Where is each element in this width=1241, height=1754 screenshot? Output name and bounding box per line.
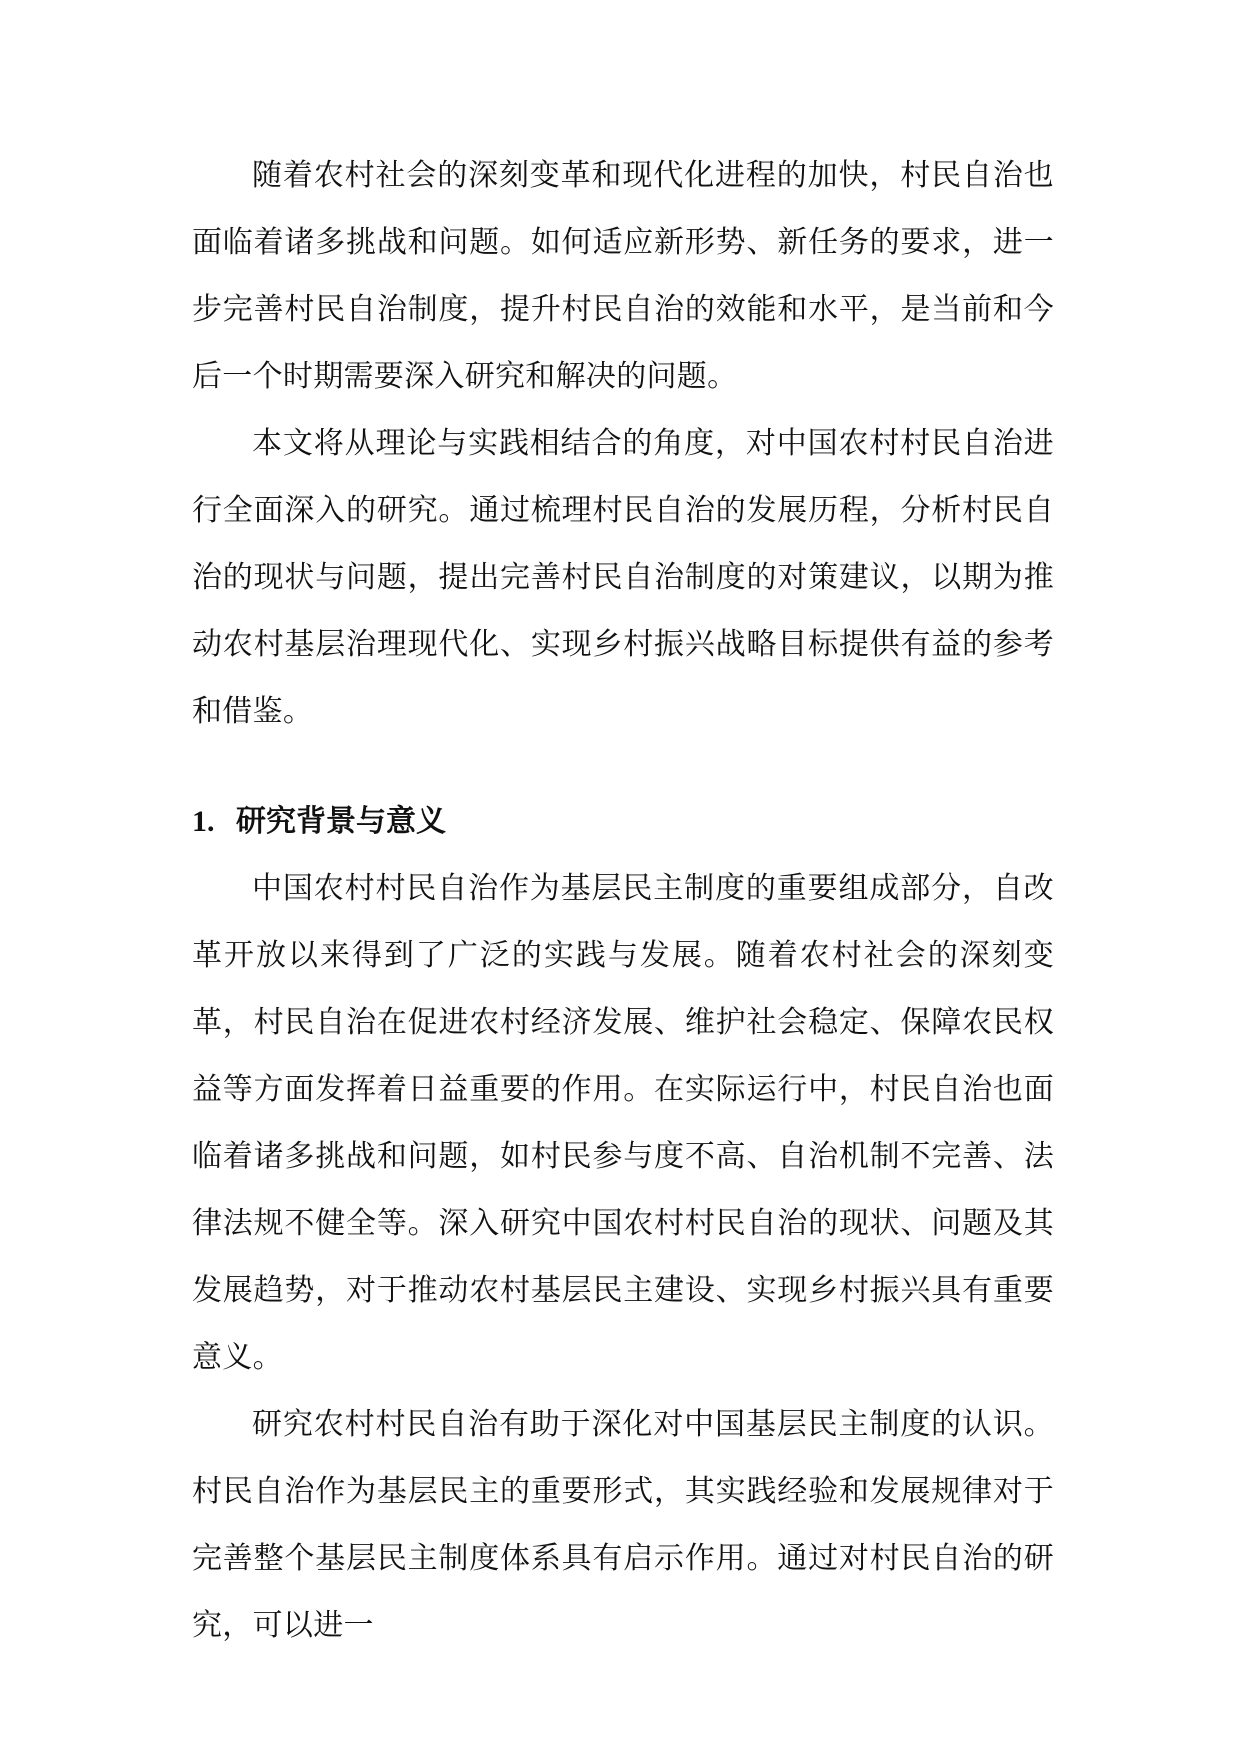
section-number: 1. <box>192 805 215 838</box>
paragraph-3: 中国农村村民自治作为基层民主制度的重要组成部分，自改革开放以来得到了广泛的实践与发展。随着农村社会的深刻变革，村民自治在促进农村经济发展、维护社会稳定、保障农民权益等方面发挥着日益重要的作用。在实际运行中，村民自治也面临着诸多挑战和问题，如村民参与度不高、自治机制不完善、法律法规不健全等。深入研究中国农村村民自治的现状、问题及其发展趋势，对于推动农村基层民主建设、实现乡村振兴具有重要意义。 <box>192 871 1054 1375</box>
paragraph-4: 研究农村村民自治有助于深化对中国基层民主制度的认识。村民自治作为基层民主的重要形式，其实践经验和发展规律对于完善整个基层民主制度体系具有启示作用。通过对村民自治的研究，可以进一 <box>192 1407 1054 1643</box>
paragraph-2: 本文将从理论与实践相结合的角度，对中国农村村民自治进行全面深入的研究。通过梳理村民自治的发展历程，分析村民自治的现状与问题，提出完善村民自治制度的对策建议，以期为推动农村基层治理现代化、实现乡村振兴战略目标提供有益的参考和借鉴。 <box>192 426 1054 729</box>
section-title: 研究背景与意义 <box>236 804 446 839</box>
document-page <box>192 142 1054 1659</box>
section-heading <box>192 788 1054 855</box>
paragraph-1: 随着农村社会的深刻变革和现代化进程的加快，村民自治也面临着诸多挑战和问题。如何适应新形势、新任务的要求，进一步完善村民自治制度，提升村民自治的效能和水平，是当前和今后一个时期需要深入研究和解决的问题。 <box>192 158 1054 394</box>
